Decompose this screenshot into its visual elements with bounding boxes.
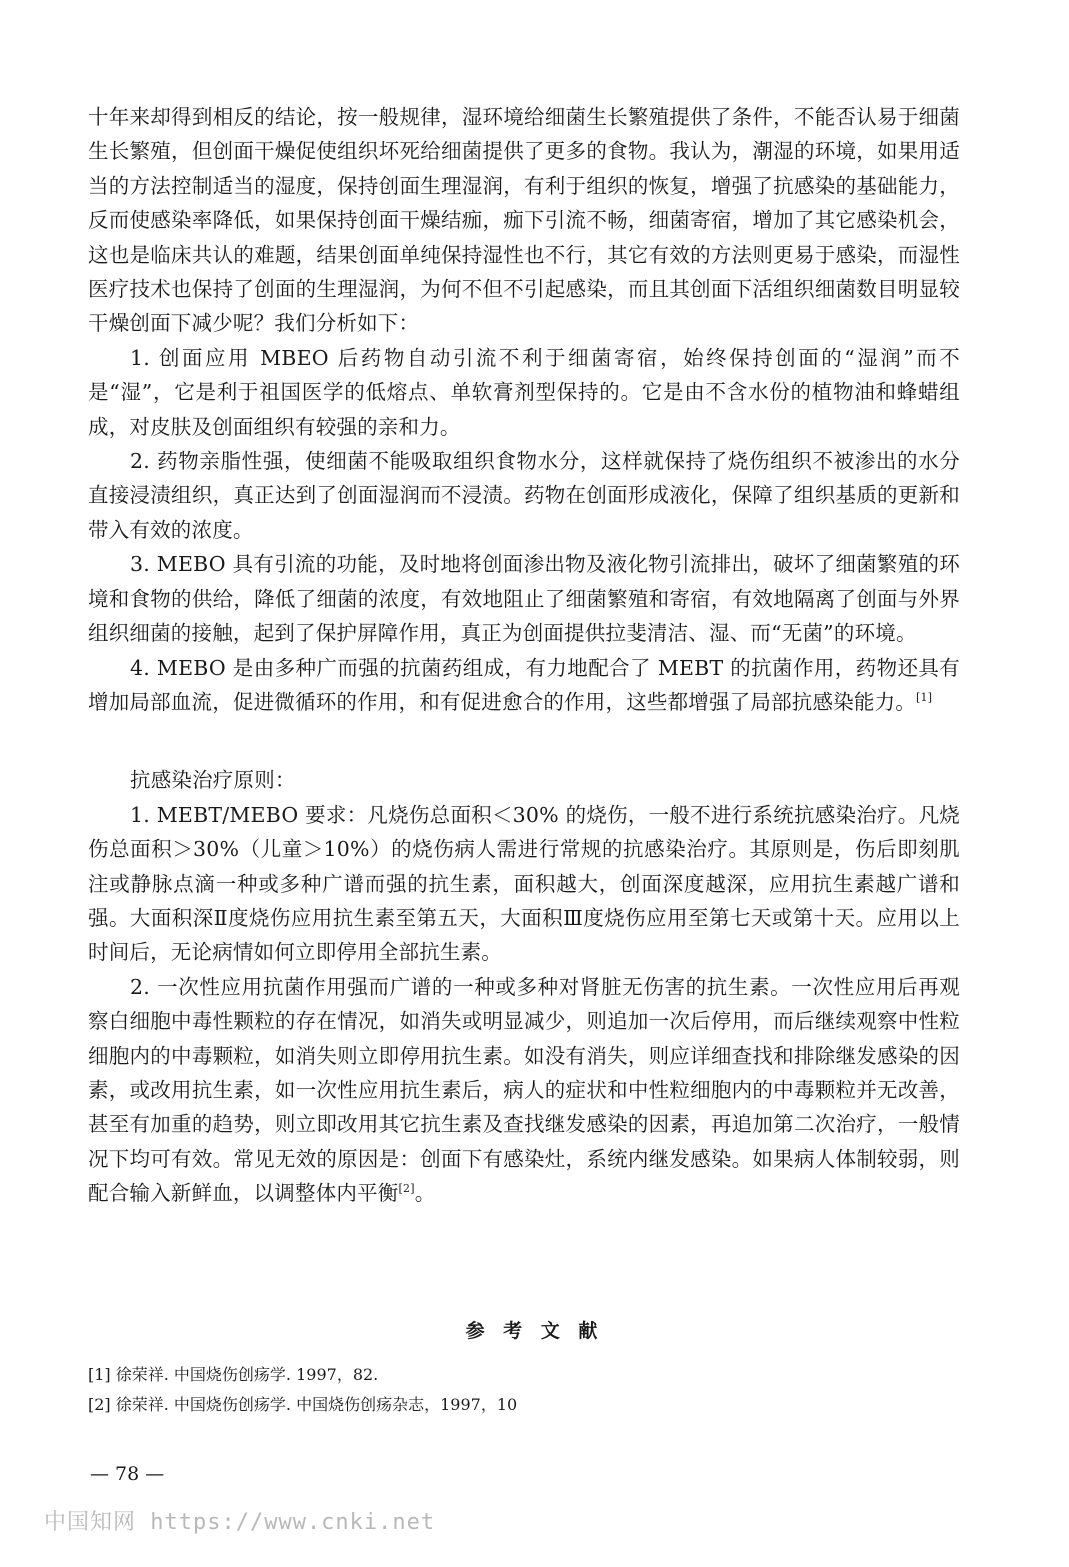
paragraph-intro: 十年来却得到相反的结论，按一般规律，湿环境给细菌生长繁殖提供了条件，不能否认易于细菌生长繁殖，但创面干燥促使组织坏死给细菌提供了更多的食物。我认为，潮湿的环境，如果用适当的方法控制适当的湿度，保持创面生理湿润，有利于组织的恢复，增强了抗感染的基础能力，反而使感染率降低，如果保持创面干燥结痂，痂下引流不畅，细菌寄宿，增加了其它感染机会，这也是临床共认的难题，结果创面单纯保持湿性也不行，其它有效的方法则更易于感染，而湿性医疗技术也保持了创面的生理湿润，为何不但不引起感染，而且其创面下活组织细菌数目明显较干燥创面下减少呢？我们分析如下：: [88, 105, 960, 336]
paragraph-point-4-text: 4. MEBO 是由多种广而强的抗菌药组成，有力地配合了 MEBT 的抗菌作用，药物还具有增加局部血流，促进微循环的作用，和有促进愈合的作用，这些都增强了局部抗感染能力。: [88, 655, 960, 714]
page-number: — 78 —: [90, 1463, 165, 1485]
citation-2: [2]: [398, 1182, 415, 1196]
body-text: [88, 100, 960, 1211]
paragraph-point-3: 3. MEBO 具有引流的功能，及时地将创面渗出物及液化物引流排出，破坏了细菌繁殖的环境和食物的供给，降低了细菌的浓度，有效地阻止了细菌繁殖和寄宿，有效地隔离了创面与外界组织细菌的接触，起到了保护屏障作用，真正为创面提供拉斐清洁、湿、而“无菌”的环境。: [88, 552, 960, 646]
paragraph-point-2: 2. 药物亲脂性强，使细菌不能吸取组织食物水分，这样就保持了烧伤组织不被渗出的水分直接浸渍组织，真正达到了创面湿润而不浸渍。药物在创面形成液化，保障了组织基质的更新和带入有效的浓度。: [88, 449, 960, 542]
cnki-watermark: 中国知网 https://www.cnki.net: [44, 1510, 436, 1535]
paragraph-principle-2-end: 。: [414, 1181, 436, 1206]
section-gap: [88, 719, 960, 763]
section-heading: 抗感染治疗原则：: [130, 768, 296, 793]
reference-item: [2] 徐荣祥. 中国烧伤创疡学. 中国烧伤创疡杂志，1997，10: [88, 1395, 518, 1414]
paragraph-point-4: [88, 651, 960, 720]
reference-item: [1] 徐荣祥. 中国烧伤创疡学. 1997，82.: [88, 1365, 379, 1384]
paragraph-principle-1: 1. MEBT/MEBO 要求：凡烧伤总面积＜30% 的烧伤，一般不进行系统抗感染治疗。凡烧伤总面积＞30%（儿童＞10%）的烧伤病人需进行常规的抗感染治疗。其原则是，伤后即刻肌注或静脉点滴一种或多种广谱而强的抗生素，面积越大，创面深度越深，应用抗生素越广谱和强。大面积深Ⅱ度烧伤应用抗生素至第五天，大面积Ⅲ度烧伤应用至第七天或第十天。应用以上时间后，无论病情如何立即停用全部抗生素。: [88, 802, 960, 965]
paragraph-principle-2: [88, 970, 960, 1211]
paragraph-point-1: 1. 创面应用 MBEO 后药物自动引流不利于细菌寄宿，始终保持创面的“湿润”而不是“湿”，它是利于祖国医学的低熔点、单软膏剂型保持的。它是由不含水份的植物油和蜂蜡组成，对皮肤及创面组织有较强的亲和力。: [88, 345, 960, 439]
citation-1: [1]: [916, 691, 933, 705]
references-list: [88, 1360, 958, 1420]
paragraph-principle-2-text: 2. 一次性应用抗菌作用强而广谱的一种或多种对肾脏无伤害的抗生素。一次性应用后再观察白细胞中毒性颗粒的存在情况，如消失或明显减少，则追加一次后停用，而后继续观察中性粒细胞内的中毒颗粒，如消失则立即停用抗生素。如没有消失，则应详细查找和排除继发感染的因素，或改用抗生素，如一次性应用抗生素后，病人的症状和中性粒细胞内的中毒颗粒并无改善，甚至有加重的趋势，则立即改用其它抗生素及查找继发感染的因素，再追加第二次治疗，一般情况下均可有效。常见无效的原因是：创面下有感染灶，系统内继发感染。如果病人体制较弱，则配合输入新鲜血，以调整体内平衡: [88, 974, 960, 1206]
references-title: 参 考 文 献: [465, 1320, 604, 1342]
